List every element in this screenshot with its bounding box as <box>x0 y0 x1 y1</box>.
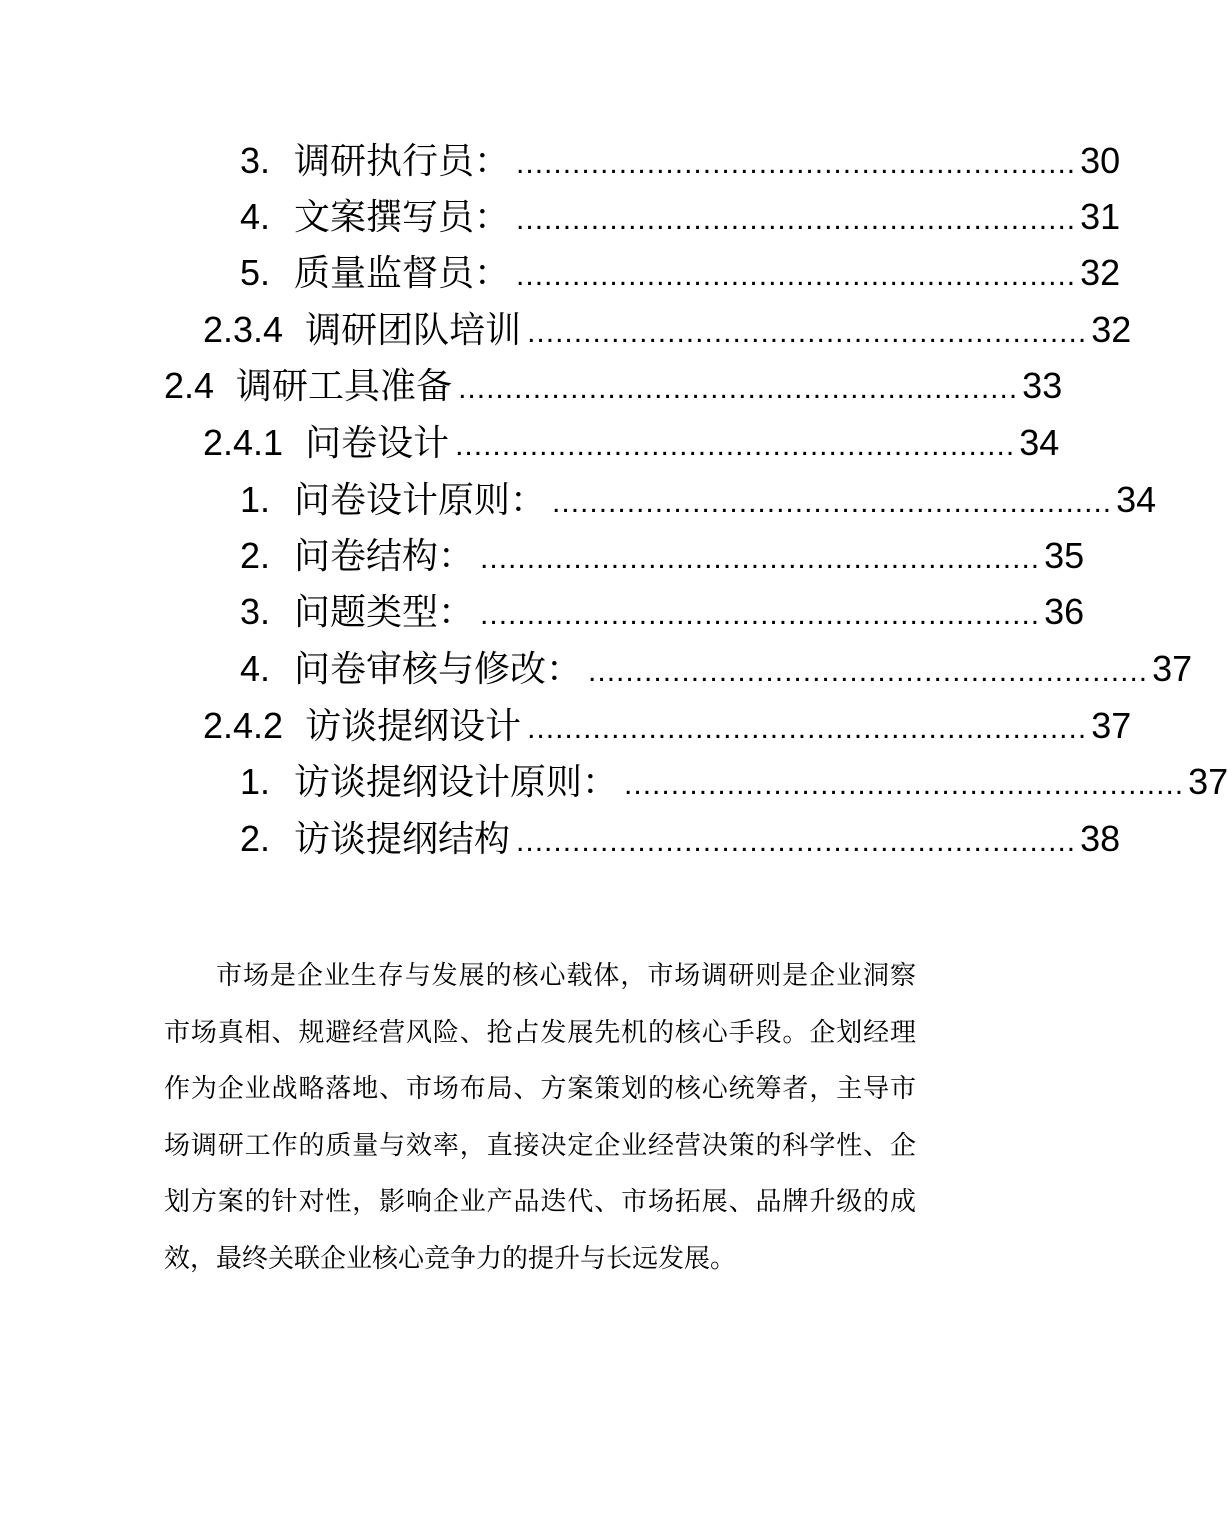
toc-leader-dots: ............................................................ <box>480 542 1041 575</box>
toc-leader-dots: ............................................................ <box>527 712 1088 745</box>
toc-entry-number: 3. <box>240 591 271 632</box>
toc-entry-page: 34 <box>1019 422 1060 463</box>
toc-leader-dots: ............................................................ <box>455 429 1016 462</box>
toc-entry-page: 32 <box>1091 309 1132 350</box>
toc-entry-number: 1. <box>240 479 271 520</box>
toc-entry[interactable] <box>240 189 1121 245</box>
toc-entry[interactable] <box>203 415 1060 471</box>
toc-entry[interactable] <box>240 472 1157 528</box>
toc-entry-number: 2. <box>240 535 271 576</box>
toc-leader-dots: ............................................................ <box>527 316 1088 349</box>
toc-entry[interactable] <box>164 358 1063 414</box>
toc-entry-page: 35 <box>1044 535 1085 576</box>
toc-entry-number: 2.4.2 <box>203 705 284 746</box>
toc-entry-page: 36 <box>1044 591 1085 632</box>
toc-entry[interactable] <box>240 133 1121 189</box>
toc-entry-number: 4. <box>240 648 271 689</box>
toc-leader-dots: ............................................................ <box>552 486 1113 519</box>
toc-entry-page: 32 <box>1080 252 1121 293</box>
toc-entry-title: 问卷设计 <box>305 423 450 464</box>
toc-entry-title: 调研团队培训 <box>305 310 522 351</box>
toc-entry[interactable] <box>240 245 1121 301</box>
toc-entry[interactable] <box>240 754 1228 810</box>
toc-leader-dots: ............................................................ <box>516 825 1077 858</box>
toc-entry-title: 调研执行员： <box>294 141 511 182</box>
toc-entry-title: 问卷设计原则： <box>294 480 547 521</box>
toc-entry-title: 访谈提纲结构 <box>294 819 511 860</box>
toc-leader-dots: ............................................................ <box>588 655 1149 688</box>
toc-entry-number: 2.4 <box>164 365 215 406</box>
toc-entry[interactable] <box>203 698 1132 754</box>
toc-leader-dots: ............................................................ <box>516 259 1077 292</box>
toc-entry[interactable] <box>203 302 1132 358</box>
toc-entry-number: 5. <box>240 252 271 293</box>
toc-entry-page: 31 <box>1080 196 1121 237</box>
toc-entry-title: 调研工具准备 <box>236 366 453 407</box>
toc-entry-title: 问卷结构： <box>294 536 475 577</box>
toc-entry-number: 3. <box>240 140 271 181</box>
toc-entry-page: 33 <box>1022 365 1063 406</box>
toc-entry-page: 37 <box>1152 648 1193 689</box>
toc-entry-number: 4. <box>240 196 271 237</box>
toc-entry-title: 文案撰写员： <box>294 197 511 238</box>
toc-entry-page: 34 <box>1116 479 1157 520</box>
toc-entry[interactable] <box>240 584 1085 640</box>
body-paragraph: 市场是企业生存与发展的核心载体，市场调研则是企业洞察市场真相、规避经营风险、抢占发展先机的核心手段。企划经理作为企业战略落地、市场布局、方案策划的核心统筹者，主导市场调研工作的质量与效率，直接决定企业经营决策的科学性、企划方案的针对性，影响企业产品迭代、市场拓展、品牌升级的成效，最终关联企业核心竞争力的提升与长远发展。 <box>164 961 916 1274</box>
toc-entry-page: 37 <box>1188 761 1228 802</box>
toc-entry[interactable] <box>240 528 1085 584</box>
toc-entry-page: 37 <box>1091 705 1132 746</box>
toc-leader-dots: ............................................................ <box>516 203 1077 236</box>
toc-entry-number: 2.3.4 <box>203 309 284 350</box>
toc-leader-dots: ............................................................ <box>516 147 1077 180</box>
toc-entry-title: 质量监督员： <box>294 253 511 294</box>
toc-entry-page: 30 <box>1080 140 1121 181</box>
toc-entry[interactable] <box>240 811 1121 867</box>
toc-entry-title: 问卷审核与修改： <box>294 649 583 690</box>
toc-entry-title: 访谈提纲设计原则： <box>294 762 619 803</box>
toc-entry-page: 38 <box>1080 818 1121 859</box>
toc-entry-title: 访谈提纲设计 <box>305 706 522 747</box>
toc-entry[interactable] <box>240 641 1193 697</box>
toc-entry-number: 2. <box>240 818 271 859</box>
toc-leader-dots: ............................................................ <box>458 372 1019 405</box>
toc-leader-dots: ............................................................ <box>480 598 1041 631</box>
toc-entry-title: 问题类型： <box>294 592 475 633</box>
toc-entry-number: 2.4.1 <box>203 422 284 463</box>
toc-entry-number: 1. <box>240 761 271 802</box>
toc-leader-dots: ............................................................ <box>624 768 1185 801</box>
